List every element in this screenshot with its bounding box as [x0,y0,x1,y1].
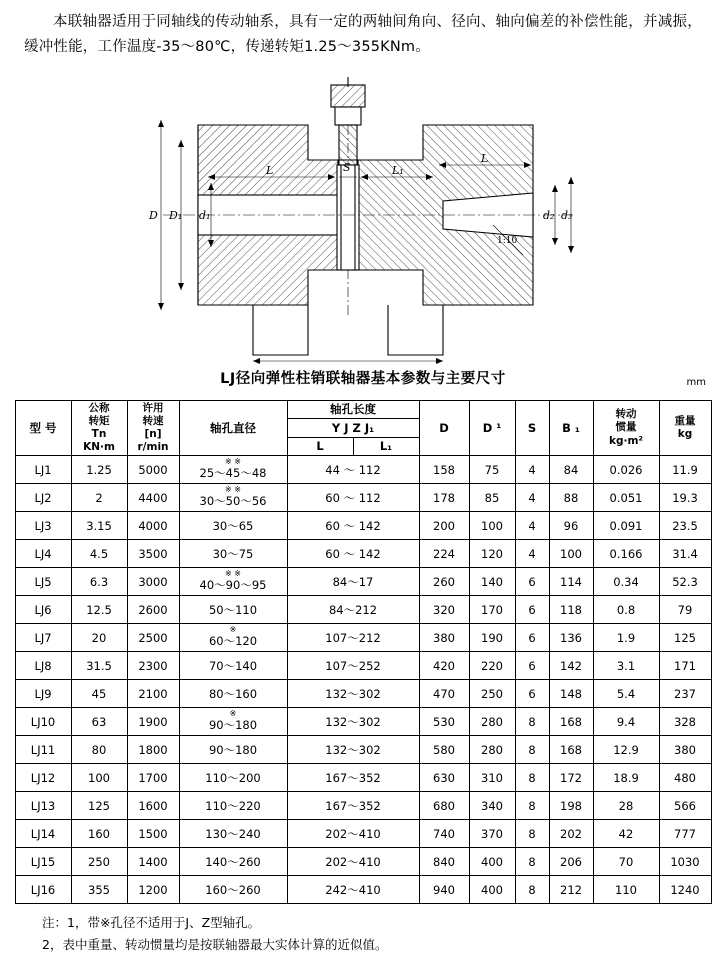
cell-bore-length: 202～410 [287,848,419,876]
cell-D1: 370 [469,820,515,848]
bore-diameter-value: 90～180 [208,718,258,733]
cell-weight: 566 [659,792,711,820]
cell-bore-length: 132～302 [287,708,419,736]
cell-weight: 19.3 [659,484,711,512]
th-torque: 公称 转矩 Tn KN·m [71,400,127,456]
cell-torque: 160 [71,820,127,848]
cell-B1: 206 [549,848,593,876]
cell-model: LJ7 [15,624,71,652]
cell-model: LJ3 [15,512,71,540]
cell-bore-diameter [179,736,287,764]
label-d1: d₁ [199,208,211,222]
cell-model: LJ12 [15,764,71,792]
cell-bore-length: 167～352 [287,764,419,792]
cell-speed: 4000 [127,512,179,540]
cell-D1: 120 [469,540,515,568]
cell-bore-diameter: ※ ※ 25～45～48 [179,456,287,484]
label-L-left: L [266,163,274,177]
bore-diameter-value: 30～65 [212,518,254,533]
cell-B1: 212 [549,876,593,904]
cell-bore-length: 84～212 [287,596,419,624]
table-body [15,456,711,904]
cell-speed: 1600 [127,792,179,820]
cell-inertia: 0.8 [593,596,659,624]
cell-bore-length: 202～410 [287,820,419,848]
cell-D: 224 [419,540,469,568]
table-row [15,820,711,848]
table-row [15,624,711,652]
table-row [15,848,711,876]
th-S: S [515,400,549,456]
cell-weight: 79 [659,596,711,624]
cell-bore-diameter [179,680,287,708]
cell-bore-length: 84～17 [287,568,419,596]
cell-D1: 190 [469,624,515,652]
cell-model: LJ9 [15,680,71,708]
cell-bore-diameter [179,596,287,624]
cell-inertia: 0.34 [593,568,659,596]
label-d3: d₃ [561,208,573,222]
cell-bore-length: 60 ～ 142 [287,540,419,568]
cell-D: 320 [419,596,469,624]
cell-speed: 1400 [127,848,179,876]
cell-D1: 340 [469,792,515,820]
cell-inertia: 0.166 [593,540,659,568]
cell-bore-length: 60 ～ 142 [287,512,419,540]
label-D1: D₁ [169,208,183,222]
figure-caption-text: LJ径向弹性柱销联轴器基本参数与主要尺寸 [220,370,506,387]
table-row [15,456,711,484]
cell-model: LJ15 [15,848,71,876]
cell-D: 680 [419,792,469,820]
cell-model: LJ11 [15,736,71,764]
cell-weight: 52.3 [659,568,711,596]
cell-weight: 171 [659,652,711,680]
label-D: D [149,208,158,222]
cell-bore-length: 107～252 [287,652,419,680]
table-header-row-1 [15,400,711,419]
cell-weight: 777 [659,820,711,848]
cell-B1: 168 [549,736,593,764]
th-bore-L1: L₁ [353,437,419,456]
cell-S: 8 [515,848,549,876]
table-row [15,596,711,624]
cell-torque: 63 [71,708,127,736]
bore-diameter-value: 40～90～95 [199,578,267,593]
cell-bore-diameter [179,848,287,876]
cell-inertia: 42 [593,820,659,848]
notes-block [42,912,712,955]
cell-bore-diameter [179,792,287,820]
cell-B1: 84 [549,456,593,484]
label-L-right: L [481,151,489,165]
cell-speed: 3500 [127,540,179,568]
cell-weight: 328 [659,708,711,736]
cell-speed: 2500 [127,624,179,652]
bore-diameter-value: 50～110 [208,602,258,617]
cell-S: 8 [515,764,549,792]
cell-S: 4 [515,456,549,484]
th-weight: 重量 kg [659,400,711,456]
cell-B1: 172 [549,764,593,792]
cell-weight: 237 [659,680,711,708]
cell-D1: 280 [469,708,515,736]
label-taper: 1:10 [497,235,518,246]
cell-D: 260 [419,568,469,596]
cell-D1: 75 [469,456,515,484]
cell-D1: 310 [469,764,515,792]
cell-torque: 12.5 [71,596,127,624]
cell-torque: 2 [71,484,127,512]
cell-model: LJ1 [15,456,71,484]
cell-speed: 1900 [127,708,179,736]
document-page [0,10,726,952]
cell-D: 940 [419,876,469,904]
cell-bore-length: 107～212 [287,624,419,652]
bore-diameter-value: 80～160 [208,686,258,701]
cell-speed: 1800 [127,736,179,764]
cell-D: 420 [419,652,469,680]
cell-D1: 170 [469,596,515,624]
cell-speed: 2300 [127,652,179,680]
cell-D1: 100 [469,512,515,540]
cell-speed: 2600 [127,596,179,624]
cell-model: LJ13 [15,792,71,820]
cell-D1: 400 [469,848,515,876]
cell-model: LJ8 [15,652,71,680]
cell-bore-diameter [179,820,287,848]
table-row [15,708,711,736]
cell-B1: 142 [549,652,593,680]
bore-diameter-value: 90～180 [208,742,258,757]
cell-D1: 250 [469,680,515,708]
cell-D1: 220 [469,652,515,680]
note-1: 注：1，带※孔径不适用于J、Z型轴孔。 [42,915,261,931]
bore-diameter-value: 110～200 [205,770,261,785]
th-model: 型 号 [15,400,71,456]
cell-model: LJ14 [15,820,71,848]
cell-bore-diameter: ※ ※ 30～50～56 [179,484,287,512]
bore-diameter-value: 110～220 [205,798,261,813]
cell-inertia: 0.051 [593,484,659,512]
table-row [15,512,711,540]
cell-model: LJ6 [15,596,71,624]
cell-weight: 1030 [659,848,711,876]
cell-bore-length: 242～410 [287,876,419,904]
cell-S: 8 [515,876,549,904]
cell-torque: 125 [71,792,127,820]
cell-D: 740 [419,820,469,848]
table-row [15,540,711,568]
cell-D: 630 [419,764,469,792]
cell-speed: 4400 [127,484,179,512]
cell-bore-diameter [179,764,287,792]
cell-D: 178 [419,484,469,512]
cell-D: 840 [419,848,469,876]
label-S: S [343,160,351,174]
table-row [15,652,711,680]
th-D1: D ¹ [469,400,515,456]
th-bore-length: 轴孔长度 [287,400,419,419]
table-row [15,680,711,708]
cell-bore-diameter [179,652,287,680]
bore-diameter-value: 140～260 [205,854,261,869]
intro-paragraph: 本联轴器适用于同轴线的传动轴系，具有一定的两轴间角向、径向、轴向偏差的补偿性能，并减振，缓冲性能，工作温度-35～80℃，传递转矩1.25～355KNm。 [24,14,702,56]
cell-model: LJ2 [15,484,71,512]
cell-bore-diameter [179,540,287,568]
cell-B1: 100 [549,540,593,568]
cell-D1: 280 [469,736,515,764]
cell-inertia: 70 [593,848,659,876]
bore-diameter-value: 25～45～48 [199,466,267,481]
cell-D: 200 [419,512,469,540]
cell-weight: 23.5 [659,512,711,540]
cell-S: 6 [515,680,549,708]
cell-model: LJ4 [15,540,71,568]
cell-weight: 125 [659,624,711,652]
cell-D1: 400 [469,876,515,904]
cell-B1: 136 [549,624,593,652]
th-bore-types: Y J Z J₁ [287,419,419,438]
cell-model: LJ10 [15,708,71,736]
cell-inertia: 12.9 [593,736,659,764]
table-row [15,736,711,764]
label-d2: d₂ [543,208,555,222]
cell-inertia: 1.9 [593,624,659,652]
cell-torque: 4.5 [71,540,127,568]
coupling-svg [103,65,623,365]
cell-weight: 480 [659,764,711,792]
note-2: 2，表中重量、转动惯量均是按联轴器最大实体计算的近似值。 [42,936,388,952]
table-row [15,876,711,904]
cell-speed: 5000 [127,456,179,484]
cell-speed: 1500 [127,820,179,848]
cell-bore-length: 132～302 [287,736,419,764]
cell-model: LJ16 [15,876,71,904]
cell-inertia: 110 [593,876,659,904]
th-B1: B ₁ [549,400,593,456]
cell-B1: 114 [549,568,593,596]
cell-torque: 45 [71,680,127,708]
th-speed: 许用 转速 [n] r/min [127,400,179,456]
cell-S: 6 [515,652,549,680]
cell-bore-length: 167～352 [287,792,419,820]
cell-torque: 1.25 [71,456,127,484]
th-bore-L: L [287,437,353,456]
cell-torque: 3.15 [71,512,127,540]
cell-weight: 31.4 [659,540,711,568]
cell-weight: 380 [659,736,711,764]
cell-S: 4 [515,540,549,568]
cell-speed: 1700 [127,764,179,792]
cell-inertia: 5.4 [593,680,659,708]
cell-D: 380 [419,624,469,652]
cell-S: 4 [515,484,549,512]
cell-D: 158 [419,456,469,484]
cell-S: 8 [515,708,549,736]
cell-bore-length: 44 ～ 112 [287,456,419,484]
cell-speed: 3000 [127,568,179,596]
cell-D1: 85 [469,484,515,512]
cell-bore-diameter: ※ ※ 40～90～95 [179,568,287,596]
figure-caption [14,367,712,388]
cell-torque: 355 [71,876,127,904]
cell-weight: 1240 [659,876,711,904]
cell-torque: 80 [71,736,127,764]
cell-inertia: 3.1 [593,652,659,680]
cell-B1: 96 [549,512,593,540]
cell-B1: 202 [549,820,593,848]
cell-inertia: 18.9 [593,764,659,792]
cell-B1: 168 [549,708,593,736]
bore-diameter-value: 60～120 [208,634,258,649]
cell-speed: 1200 [127,876,179,904]
cell-S: 6 [515,568,549,596]
cell-speed: 2100 [127,680,179,708]
cell-S: 8 [515,820,549,848]
cell-S: 8 [515,736,549,764]
cell-bore-diameter [179,512,287,540]
cell-torque: 31.5 [71,652,127,680]
cell-model: LJ5 [15,568,71,596]
th-D: D [419,400,469,456]
coupling-drawing [14,65,712,365]
cell-inertia: 9.4 [593,708,659,736]
cell-torque: 250 [71,848,127,876]
bore-diameter-value: 30～50～56 [199,494,267,509]
table-row [15,764,711,792]
cell-D: 530 [419,708,469,736]
cell-inertia: 28 [593,792,659,820]
cell-bore-length: 132～302 [287,680,419,708]
cell-inertia: 0.026 [593,456,659,484]
cell-bore-diameter [179,876,287,904]
cell-B1: 148 [549,680,593,708]
cell-S: 8 [515,792,549,820]
cell-S: 6 [515,624,549,652]
cell-D: 470 [419,680,469,708]
cell-weight: 11.9 [659,456,711,484]
table-row [15,568,711,596]
bore-diameter-value: 130～240 [205,826,261,841]
table-row [15,792,711,820]
cell-S: 6 [515,596,549,624]
cell-B1: 88 [549,484,593,512]
label-L1: L₁ [392,163,404,177]
cell-B1: 118 [549,596,593,624]
cell-torque: 20 [71,624,127,652]
cell-bore-diameter: ※ 90～180 [179,708,287,736]
cell-B1: 198 [549,792,593,820]
cell-torque: 100 [71,764,127,792]
specification-table [15,400,712,905]
bore-diameter-value: 70～140 [208,658,258,673]
bore-diameter-value: 160～260 [205,882,261,897]
bore-diameter-value: 30～75 [212,546,254,561]
cell-D1: 140 [469,568,515,596]
cell-S: 4 [515,512,549,540]
cell-inertia: 0.091 [593,512,659,540]
th-bore-diameter: 轴孔直径 [179,400,287,456]
table-row [15,484,711,512]
cell-torque: 6.3 [71,568,127,596]
cell-D: 580 [419,736,469,764]
th-inertia: 转动 惯量 kg·m² [593,400,659,456]
unit-note: mm [686,376,706,388]
cell-bore-length: 60 ～ 112 [287,484,419,512]
cell-bore-diameter: ※ 60～120 [179,624,287,652]
